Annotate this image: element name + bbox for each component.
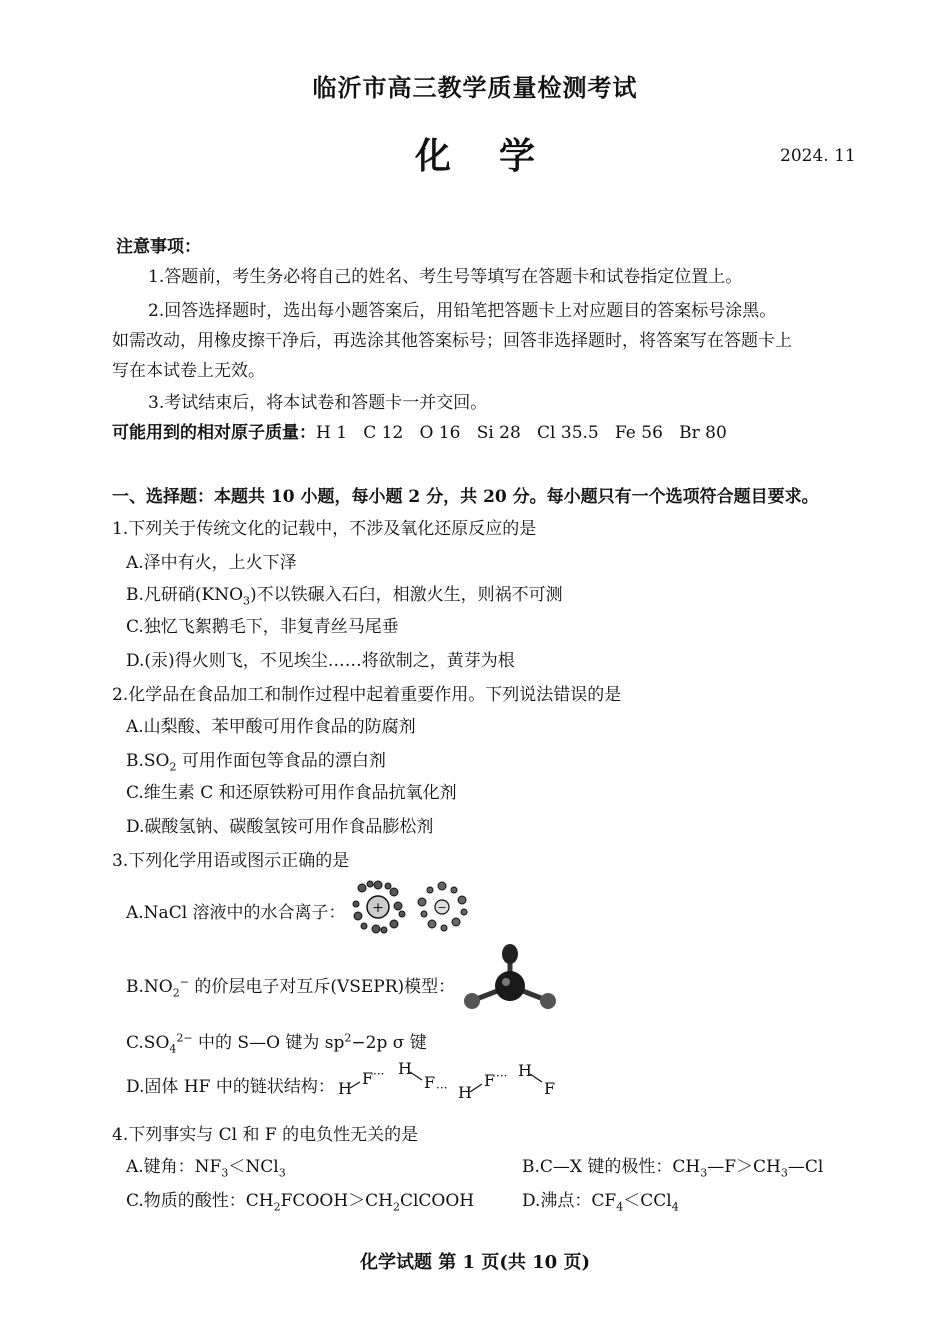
atomic-masses-label: 可能用到的相对原子质量： [112, 423, 316, 443]
exam-title: 临沂市高三教学质量检测考试 [312, 73, 638, 102]
subject-title: 化学 [414, 135, 583, 177]
q4-option-d: D.沸点：$CF_4<CCl_4$ [522, 1191, 679, 1214]
vsepr-model-diagram [458, 942, 568, 1020]
atomic-masses [112, 418, 727, 443]
hf-chain-diagram [336, 1058, 572, 1108]
hydrated-ions-diagram [350, 876, 480, 938]
svg-text:···: ··· [373, 1067, 385, 1081]
q2-option-a: A.山梨酸、苯甲酸可用作食品的防腐剂 [126, 717, 416, 737]
atomic-masses-values: H 1 C 12 O 16 Si 28 Cl 35.5 Fe 56 Br 80 [316, 423, 727, 443]
svg-text:+: + [372, 900, 384, 916]
exam-date: 2024. 11 [780, 146, 856, 166]
hydrated-cation-icon [353, 881, 405, 933]
hf-atom-h: H [518, 1061, 532, 1080]
svg-text:−: − [437, 901, 447, 914]
q4-option-c: C.物质的酸性：$CH_2FCOOH>CH_2ClCOOH$ [126, 1191, 475, 1214]
q1-option-b: B.凡研硝$(KNO_3)$不以铁碾入石臼，相激火生，则祸不可测 [126, 585, 563, 608]
q2-stem: 2.化学品在食品加工和制作过程中起着重要作用。下列说法错误的是 [112, 685, 622, 705]
q3-option-a: A.NaCl 溶液中的水合离子： [126, 903, 346, 923]
q3-stem: 3.下列化学用语或图示正确的是 [112, 851, 350, 871]
q3-option-d: D.固体 HF 中的链状结构： [126, 1077, 335, 1097]
hf-atom-h: H [398, 1059, 412, 1078]
q2-option-b: $B.SO_2$ 可用作面包等食品的漂白剂 [126, 751, 386, 774]
hf-atom-f: F [362, 1069, 374, 1088]
q4-option-a: A.键角：$NF_3<NCl_3$ [126, 1157, 286, 1180]
q4-option-b: B.C—X 键的极性：$CH_3—F>CH_3—Cl$ [522, 1157, 824, 1180]
note-item-2: 2.回答选择题时，选出每小题答案后，用铅笔把答题卡上对应题目的答案标号涂黑。 [148, 301, 777, 321]
page-footer: 化学试题 第 1 页(共 10 页) [360, 1252, 590, 1273]
q3-option-c: $C.SO_4^{2-}$ 中的 S—O 键为 $sp^2-2p$ σ 键 [126, 1031, 427, 1056]
svg-text:···: ··· [436, 1081, 448, 1095]
q1-option-a: A.泽中有火，上火下泽 [126, 553, 297, 573]
hf-atom-f: F [424, 1073, 436, 1092]
vsepr-model-icon [464, 944, 556, 1009]
q4-stem: 4.下列事实与 Cl 和 F 的电负性无关的是 [112, 1125, 419, 1145]
q1-stem: 1.下列关于传统文化的记载中，不涉及氧化还原反应的是 [112, 519, 537, 539]
q2-option-c: C.维生素 C 和还原铁粉可用作食品抗氧化剂 [126, 783, 457, 803]
q1-option-c: C.独忆飞絮鹅毛下，非复青丝马尾垂 [126, 617, 399, 637]
notes-title: 注意事项： [116, 237, 201, 257]
hydrated-anion-icon [418, 882, 467, 931]
hf-atom-h: H [338, 1079, 352, 1098]
note-item-2-end: 写在本试卷上无效。 [112, 361, 265, 381]
q2-option-d: D.碳酸氢钠、碳酸氢铵可用作食品膨松剂 [126, 817, 434, 837]
hf-atom-f: F [544, 1079, 556, 1098]
note-item-1: 1.答题前，考生务必将自己的姓名、考生号等填写在答题卡和试卷指定位置上。 [148, 267, 743, 287]
hf-atom-f: F [484, 1071, 496, 1090]
q3-option-b: $B.NO_2^-$ 的价层电子对互斥(VSEPR)模型： [126, 975, 456, 1000]
section-1-heading: 一、选择题：本题共 10 小题，每小题 2 分，共 20 分。每小题只有一个选项符合题目要求。 [112, 487, 819, 507]
note-item-3: 3.考试结束后，将本试卷和答题卡一并交回。 [148, 393, 488, 413]
hf-atom-h: H [458, 1083, 472, 1102]
note-item-2-cont: 如需改动，用橡皮擦干净后，再选涂其他答案标号；回答非选择题时，将答案写在答题卡上 [112, 331, 792, 351]
svg-text:···: ··· [496, 1069, 508, 1083]
q1-option-d: D.(汞)得火则飞，不见埃尘……将欲制之，黄芽为根 [126, 651, 515, 671]
